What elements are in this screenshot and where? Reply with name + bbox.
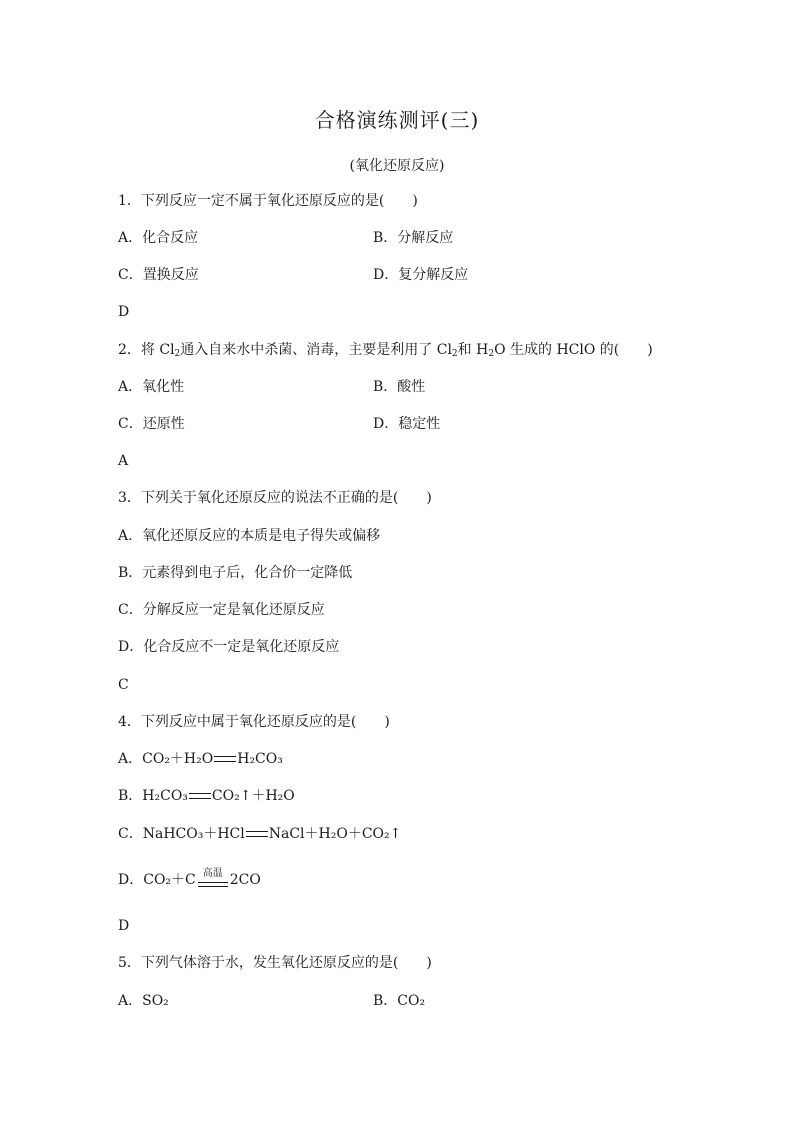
question-2-answer: A bbox=[118, 453, 129, 469]
question-2-option-b: B．酸性 bbox=[373, 379, 426, 395]
question-2-stem bbox=[118, 341, 653, 363]
equals-sign-icon bbox=[189, 793, 211, 799]
option-label: A． bbox=[118, 751, 143, 767]
question-1-answer: D bbox=[118, 304, 130, 320]
stem-text: 2．将 Cl bbox=[118, 342, 175, 358]
subscript: 2 bbox=[174, 349, 181, 359]
question-4-option-c bbox=[118, 825, 401, 843]
question-1-option-a: A．化合反应 bbox=[118, 230, 199, 246]
question-5-stem: 5．下列气体溶于水，发生氧化还原反应的是( ) bbox=[118, 955, 432, 971]
question-1-option-d: D．复分解反应 bbox=[373, 267, 469, 283]
question-2-option-a: A．氧化性 bbox=[118, 379, 185, 395]
equation-left: CO₂＋C bbox=[143, 872, 196, 888]
question-1-stem: 1．下列反应一定不属于氧化还原反应的是( ) bbox=[118, 193, 418, 209]
subscript: 2 bbox=[451, 349, 458, 359]
subscript: 2 bbox=[488, 349, 495, 359]
equation-left: H₂CO₃ bbox=[142, 788, 188, 804]
equation-left: CO₂＋H₂O bbox=[142, 751, 214, 767]
question-1-option-b: B．分解反应 bbox=[373, 230, 454, 246]
question-2-option-d: D．稳定性 bbox=[373, 416, 441, 432]
stem-text: O 生成的 HClO 的( ) bbox=[494, 342, 653, 358]
reaction-condition bbox=[198, 868, 228, 889]
question-5-option-a: A．SO₂ bbox=[118, 993, 169, 1009]
equation-right: H₂CO₃ bbox=[237, 751, 283, 767]
question-4-option-a bbox=[118, 750, 283, 768]
question-3-option-c: C．分解反应一定是氧化还原反应 bbox=[118, 602, 325, 618]
equals-sign-icon bbox=[198, 882, 228, 887]
question-3-stem: 3．下列关于氧化还原反应的说法不正确的是( ) bbox=[118, 490, 432, 506]
equation-left: NaHCO₃＋HCl bbox=[142, 826, 245, 842]
question-2-option-c: C．还原性 bbox=[118, 416, 185, 432]
question-4-stem: 4．下列反应中属于氧化还原反应的是( ) bbox=[118, 714, 390, 730]
question-3-option-a: A．氧化还原反应的本质是电子得失或偏移 bbox=[118, 528, 381, 544]
question-1-option-c: C．置换反应 bbox=[118, 267, 199, 283]
option-label: D． bbox=[118, 872, 144, 888]
option-label: C． bbox=[118, 826, 143, 842]
question-3-answer: C bbox=[118, 677, 129, 693]
stem-text: 通入自来水中杀菌、消毒，主要是利用了 Cl bbox=[180, 342, 452, 358]
equals-sign-icon bbox=[214, 756, 236, 762]
equation-right: NaCl＋H₂O＋CO₂↑ bbox=[268, 826, 402, 842]
question-3-option-b: B．元素得到电子后，化合价一定降低 bbox=[118, 565, 353, 581]
condition-label: 高温 bbox=[202, 868, 223, 879]
equals-sign-icon bbox=[246, 831, 268, 837]
option-label: B． bbox=[118, 788, 143, 804]
question-4-option-d bbox=[118, 868, 261, 889]
stem-text: 和 H bbox=[457, 342, 489, 358]
equation-right: 2CO bbox=[229, 872, 261, 888]
question-3-option-d: D．化合反应不一定是氧化还原反应 bbox=[118, 639, 340, 655]
page-title: 合格演练测评(三) bbox=[314, 108, 480, 132]
equation-right: CO₂↑＋H₂O bbox=[211, 788, 295, 804]
question-4-answer: D bbox=[118, 918, 130, 934]
page-subtitle: (氧化还原反应) bbox=[349, 158, 445, 174]
question-4-option-b bbox=[118, 787, 295, 805]
question-5-option-b: B．CO₂ bbox=[373, 993, 426, 1009]
